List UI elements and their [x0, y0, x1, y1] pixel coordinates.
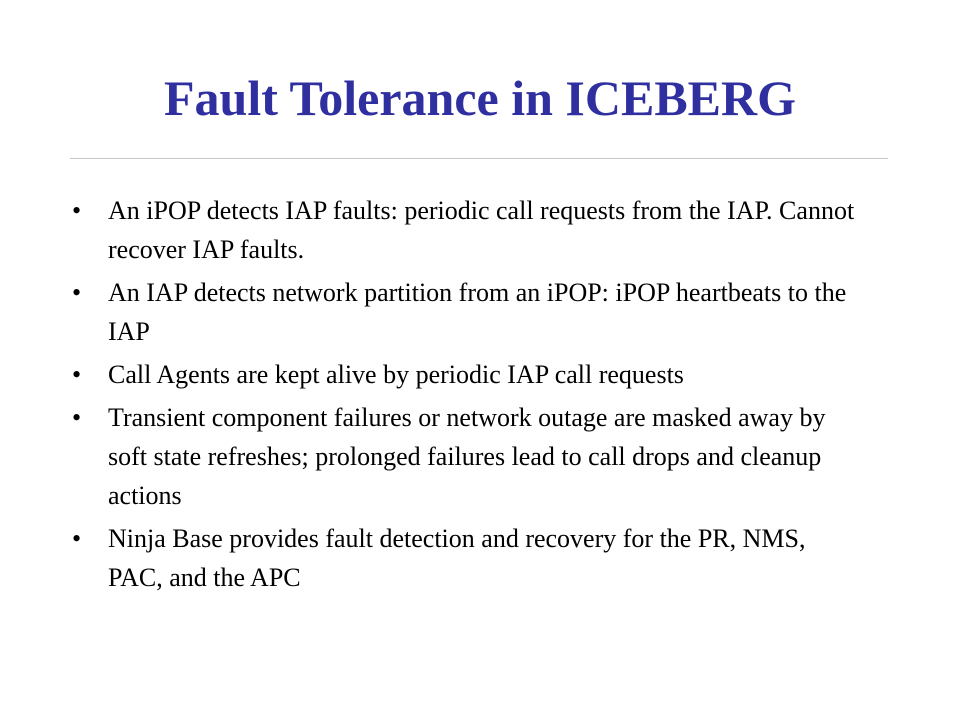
bullet-item: [72, 519, 862, 597]
bullet-text: An IAP detects network partition from an iPOP: iPOP heartbeats to the IAP: [108, 278, 847, 346]
bullet-item: [72, 273, 862, 351]
bullet-dot-icon: •: [72, 196, 82, 225]
bullet-text: Transient component failures or network outage are masked away by soft state refreshes; prolonged failures lead to call drops and cleanup actions: [108, 403, 826, 510]
slide-title: Fault Tolerance in ICEBERG: [163, 70, 797, 126]
bullet-item: [72, 191, 862, 269]
bullet-text: Call Agents are kept alive by periodic IAP call requests: [108, 360, 684, 389]
bullet-dot-icon: •: [72, 360, 82, 389]
bullet-item: [72, 398, 862, 515]
bullet-text: An iPOP detects IAP faults: periodic call requests from the IAP. Cannot recover IAP faults.: [108, 196, 855, 264]
bullet-text: Ninja Base provides fault detection and recovery for the PR, NMS, PAC, and the APC: [108, 524, 806, 592]
title-divider: [70, 158, 888, 159]
bullet-dot-icon: •: [72, 278, 82, 307]
bullet-dot-icon: •: [72, 403, 82, 432]
bullet-list: [72, 191, 862, 601]
bullet-item: [72, 355, 862, 394]
bullet-dot-icon: •: [72, 524, 82, 553]
